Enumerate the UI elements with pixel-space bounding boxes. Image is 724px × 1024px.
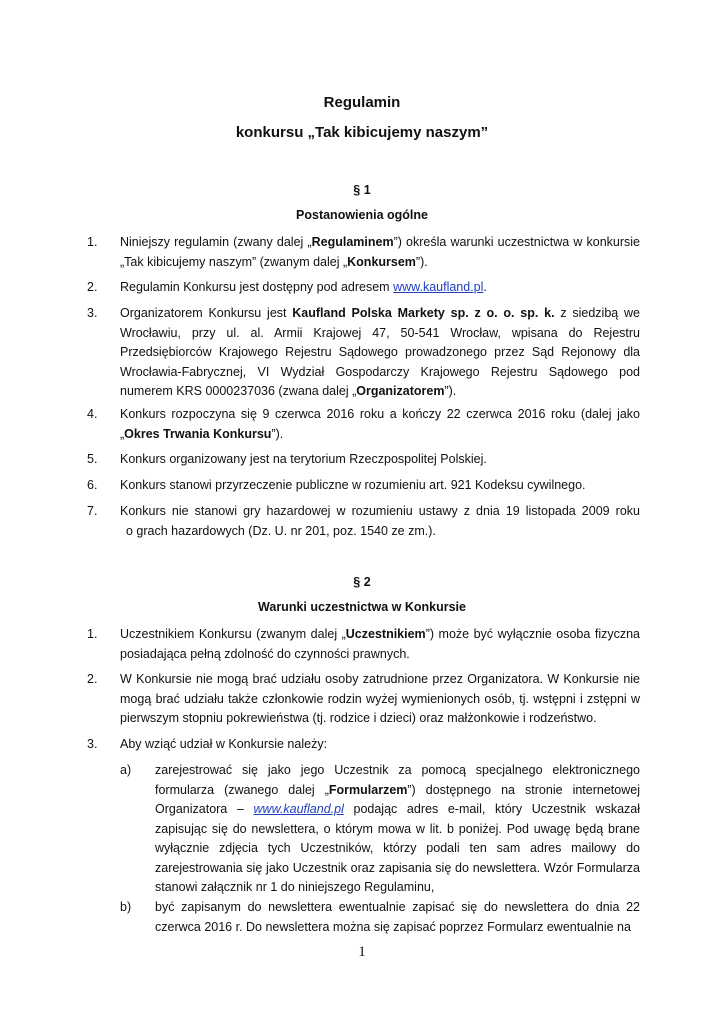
list-item: 1. Niniejszy regulamin (zwany dalej „Regulaminem”) określa warunki uczestnictwa w konkursie „Tak kibicujemy naszym” (zwanym dalej „Konkursem”). [87, 235, 640, 269]
list-item: 1. Uczestnikiem Konkursu (zwanym dalej „Uczestnikiem”) może być wyłącznie osoba fizyczna posiadająca pełną zdolność do czynności prawnych. [87, 627, 641, 661]
page-number: 1 [358, 944, 366, 960]
list-item: 4. Konkurs rozpoczyna się 9 czerwca 2016 roku a kończy 22 czerwca 2016 roku (dalej jako „Okres Trwania Konkursu”). [87, 407, 640, 441]
item-number: 4. [87, 407, 98, 421]
item-number: 5. [87, 452, 98, 466]
list-item: 7. Konkurs nie stanowi gry hazardowej w rozumieniu ustawy z dnia 19 listopada 2009 roku o grach hazardowych (Dz. U. nr 201, poz. 1540 ze zm.). [87, 504, 640, 538]
sub-list-item: b) być zapisanym do newslettera ewentualnie zapisać się do newslettera do dnia 22 czerwca 2016 r. Do newslettera można się zapisać poprzez Formularz ewentualnie na [120, 900, 640, 934]
list-item: 5. Konkurs organizowany jest na terytorium Rzeczpospolitej Polskiej. [87, 450, 640, 470]
section-2-number: § 2 [353, 575, 371, 589]
sub-item-letter: a) [120, 763, 132, 777]
list-item: 6. Konkurs stanowi przyrzeczenie publiczne w rozumieniu art. 921 Kodeksu cywilnego. [87, 476, 640, 496]
item-number: 3. [87, 306, 98, 320]
section-1-heading: Postanowienia ogólne [296, 208, 428, 222]
sub-item-letter: b) [120, 900, 132, 914]
item-number: 6. [87, 478, 98, 492]
kaufland-link[interactable]: www.kaufland.pl [393, 280, 484, 294]
list-item: 3. Aby wziąć udział w Konkursie należy: [87, 735, 640, 755]
sub-list-item: a) zarejestrować się jako jego Uczestnik za pomocą specjalnego elektronicznego formularza (zwanego dalej „Formularzem”) dostępnego na stronie internetowej Organizatora – www.kaufland.pl podając adres e-mail, który Uczestnik wskazał zapisując się do newslettera, o którym mowa w lit. b poniżej. Pod uwagę będą brane wyłącznie zdjęcia tych Uczestników, którzy podali ten sam adres mailowy do zarejestrowania się jako Uczestnik oraz zapisania się do newslettera. Wzór Formularza stanowi załącznik nr 1 do niniejszego Regulaminu, [120, 763, 640, 894]
kaufland-link[interactable]: www.kaufland.pl [253, 802, 344, 816]
document-title: Regulamin [323, 94, 401, 111]
document-subtitle: konkursu „Tak kibicujemy naszym” [235, 124, 489, 141]
list-item: 2. W Konkursie nie mogą brać udziału osoby zatrudnione przez Organizatora. W Konkursie nie mogą brać udziału także członkowie rodzin wyżej wymienionych osób, tj. wstępni i zstępni w pierwszym stopniu pokrewieństwa (tj. rodzice i dzieci) oraz małżonkowie i rodzeństwo. [87, 672, 640, 725]
list-item: 3. Organizatorem Konkursu jest Kaufland Polska Markety sp. z o. o. sp. k. z siedzibą we Wrocławiu, przy ul. al. Armii Krajowej 47, 50-541 Wrocław, wpisana do Rejestru Przedsiębiorców Krajowego Rejestru Sądowego prowadzonego przez Sąd Rejonowy dla Wrocławia-Fabrycznej, VI Wydział Gospodarczy Krajowego Rejestru Sądowego pod numerem KRS 0000237036 (zwana dalej „Organizatorem”). [87, 306, 640, 398]
section-1-number: § 1 [353, 183, 371, 197]
item-number: 2. [87, 280, 98, 294]
item-number: 3. [87, 737, 98, 751]
item-number: 1. [87, 235, 98, 249]
list-item: 2. Regulamin Konkursu jest dostępny pod adresem www.kaufland.pl. [87, 278, 640, 298]
item-number: 2. [87, 672, 98, 686]
item-number: 7. [87, 504, 98, 518]
section-2-heading: Warunki uczestnictwa w Konkursie [258, 600, 466, 614]
item-number: 1. [87, 627, 98, 641]
